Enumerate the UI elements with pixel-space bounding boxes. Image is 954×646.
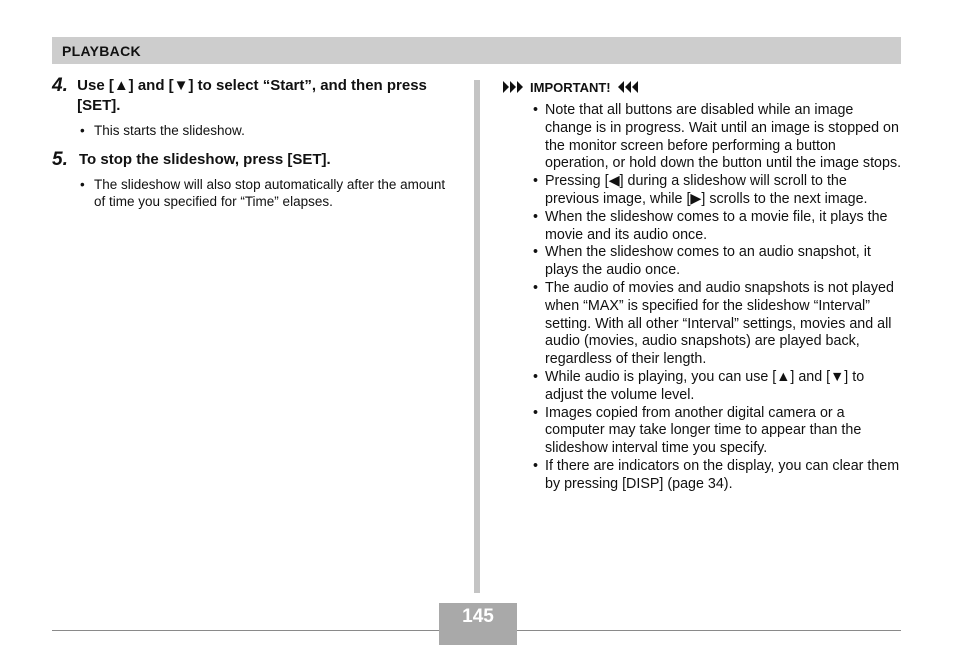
step-5 [52, 150, 447, 170]
step-title: To stop the slideshow, press [SET]. [79, 151, 331, 168]
list-item: • When the slideshow comes to an audio snapshot, it plays the audio once. [545, 244, 903, 280]
step-number: 4. [52, 75, 68, 96]
left-column [52, 74, 447, 210]
step-5-notes [52, 176, 447, 210]
important-label: IMPORTANT! [530, 79, 611, 95]
page-number-tab [439, 630, 517, 645]
list-item: • If there are indicators on the display, you can clear them by pressing [DISP] (page 34). [545, 458, 903, 494]
list-item: • Images copied from another digital camera or a computer may take longer time to appear than the slideshow interval time you specify. [545, 405, 903, 458]
column-divider [474, 80, 480, 593]
page-number-box [439, 603, 517, 645]
step-4-notes [52, 122, 447, 139]
list-item: • When the slideshow comes to a movie file, it plays the movie and its audio once. [545, 209, 903, 245]
step-title: Use [▲] and [▼] to select “Start”, and then press [SET]. [77, 77, 427, 114]
important-heading [503, 78, 903, 96]
triple-chevron-right-icon [503, 81, 525, 93]
list-item: • The audio of movies and audio snapshots is not played when “MAX” is specified for the slideshow “Interval” setting. With all other “Interval” settings, movies and all audio (movies, audio snapshots) are played back, regardless of their length. [545, 280, 903, 369]
list-item: • While audio is playing, you can use [▲] and [▼] to adjust the volume level. [545, 369, 903, 405]
triple-chevron-left-icon [616, 81, 638, 93]
list-item: • This starts the slideshow. [94, 122, 447, 139]
step-number: 5. [52, 149, 68, 170]
page-number: 145 [439, 603, 517, 630]
section-header-bar [52, 37, 901, 64]
step-4 [52, 76, 447, 116]
list-item: • Pressing [◀] during a slideshow will scroll to the previous image, while [▶] scrolls to the next image. [545, 173, 903, 209]
list-item: • The slideshow will also stop automatically after the amount of time you specified for “Time” elapses. [94, 176, 447, 210]
important-list [503, 102, 903, 494]
list-item: • Note that all buttons are disabled while an image change is in progress. Wait until an image is stopped on the monitor screen before performing a button operation, or hold down the button until the image stops. [545, 102, 903, 173]
important-section [503, 78, 903, 494]
section-title: PLAYBACK [62, 42, 141, 59]
